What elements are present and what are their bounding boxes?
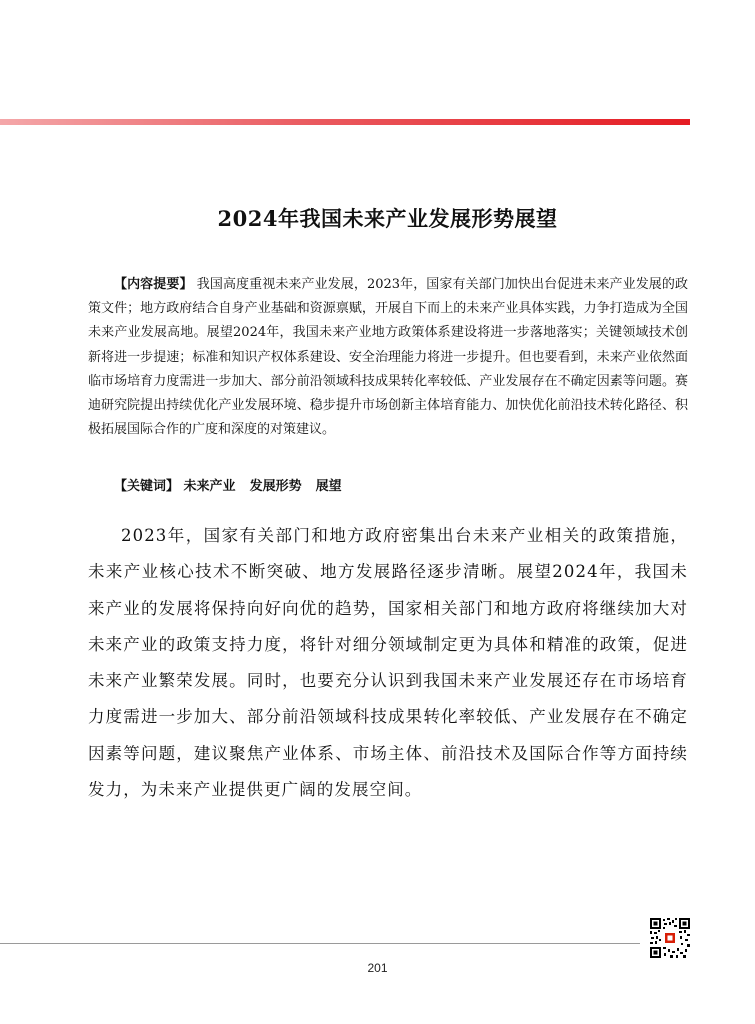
footer-divider [0, 943, 640, 944]
keyword-item: 未来产业 [183, 479, 236, 494]
header-accent-bar [0, 119, 690, 125]
abstract-label: 【内容提要】 [114, 277, 193, 292]
page-number: 201 [367, 961, 388, 975]
keyword-item: 展望 [315, 479, 342, 494]
body-paragraph: 2023年，国家有关部门和地方政府密集出台未来产业相关的政策措施，未来产业核心技术不断突破、地方发展路径逐步清晰。展望2024年，我国未来产业的发展将保持向好向优的趋势，国家相关部门和地方政府将继续加大对未来产业的政策支持力度，将针对细分领域制定更为具体和精准的政策，促进未来产业繁荣发展。同时，也要充分认识到我国未来产业发展还存在市场培育力度需进一步加大、部分前沿领域科技成果转化率较低、产业发展存在不确定因素等问题，建议聚焦产业体系、市场主体、前沿技术及国际合作等方面持续发力，为未来产业提供更广阔的发展空间。 [88, 526, 688, 800]
abstract-text: 我国高度重视未来产业发展，2023年，国家有关部门加快出台促进未来产业发展的政策文件；地方政府结合自身产业基础和资源禀赋，开展自下而上的未来产业具体实践，力争打造成为全国未来产业发展高地。展望2024年，我国未来产业地方政策体系建设将进一步落地落实；关键领域技术创新将进一步提速；标准和知识产权体系建设、安全治理能力将进一步提升。但也要看到，未来产业依然面临市场培育力度需进一步加大、部分前沿领域科技成果转化率较低、产业发展存在不确定因素等问题。赛迪研究院提出持续优化产业发展环境、稳步提升市场创新主体培育能力、加快优化前沿技术转化路径、积极拓展国际合作的广度和深度的对策建议。 [88, 277, 688, 438]
keywords-paragraph [88, 475, 688, 499]
qr-code-icon [650, 918, 690, 958]
abstract-paragraph [88, 273, 688, 442]
keywords-label: 【关键词】 [114, 479, 180, 494]
keyword-item: 发展形势 [249, 479, 302, 494]
page-title: 2024年我国未来产业发展形势展望 [217, 206, 558, 231]
